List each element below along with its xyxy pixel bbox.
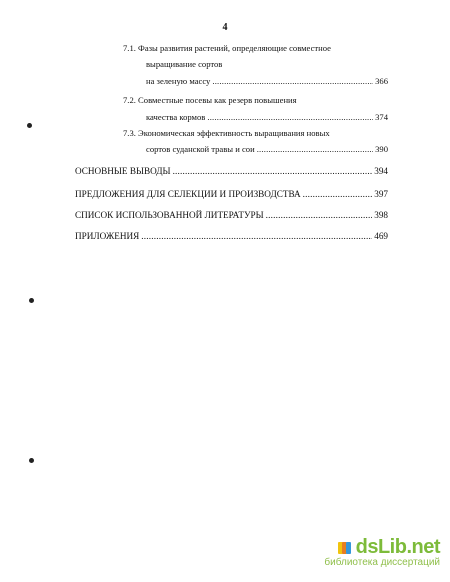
toc-entry-text: выращивание сортов <box>146 59 223 69</box>
toc-entry-text: ПРИЛОЖЕНИЯ <box>75 231 140 241</box>
toc-entry-7-2-line-1 <box>123 95 297 106</box>
binder-hole-mark <box>29 298 34 303</box>
toc-entry-conclusions <box>75 166 388 177</box>
toc-entry-7-1-line-1 <box>123 43 331 54</box>
toc-entry-7-3-line-1 <box>123 128 330 139</box>
toc-entry-text: 7.1. Фазы развития растений, определяющие совместное <box>123 43 331 53</box>
dot-leader <box>257 144 373 155</box>
dot-leader <box>266 210 373 221</box>
toc-page-number: 398 <box>374 210 388 220</box>
toc-page-number: 394 <box>374 166 388 176</box>
dot-leader <box>141 231 372 242</box>
toc-entry-references <box>75 210 388 221</box>
toc-page-number: 366 <box>375 76 388 86</box>
toc-page-number: 469 <box>374 231 388 241</box>
toc-entry-text: СПИСОК ИСПОЛЬЗОВАННОЙ ЛИТЕРАТУРЫ <box>75 210 264 220</box>
watermark-tagline: библиотека диссертаций <box>324 557 440 568</box>
dot-leader <box>212 76 373 87</box>
dot-leader <box>303 189 373 200</box>
toc-entry-text: сортов суданской травы и сои <box>146 144 255 154</box>
binder-hole-mark <box>27 123 32 128</box>
page-number: 4 <box>222 22 228 33</box>
toc-entry-7-3-line-2 <box>146 144 388 155</box>
toc-entry-text: качества кормов <box>146 112 206 122</box>
toc-entry-text: на зеленую массу <box>146 76 211 86</box>
watermark <box>324 536 440 568</box>
toc-entry-7-1-line-2 <box>146 59 222 70</box>
toc-entry-appendices <box>75 231 388 242</box>
toc-page-number: 397 <box>374 189 388 199</box>
toc-entry-text: 7.3. Экономическая эффективность выращивания новых <box>123 128 330 138</box>
toc-entry-proposals <box>75 189 388 200</box>
toc-page-number: 390 <box>375 144 388 154</box>
toc-entry-7-1-line-3 <box>146 76 388 87</box>
toc-entry-text: ПРЕДЛОЖЕНИЯ ДЛЯ СЕЛЕКЦИИ И ПРОИЗВОДСТВА <box>75 189 301 199</box>
toc-entry-text: ОСНОВНЫЕ ВЫВОДЫ <box>75 166 171 176</box>
dot-leader <box>207 112 373 123</box>
toc-entry-7-2-line-2 <box>146 112 388 123</box>
watermark-brand: dsLib.net <box>355 536 440 558</box>
toc-entry-text: 7.2. Совместные посевы как резерв повышения <box>123 95 297 105</box>
binder-hole-mark <box>29 458 34 463</box>
dslib-logo-icon <box>338 542 352 554</box>
toc-page-number: 374 <box>375 112 388 122</box>
dot-leader <box>173 166 373 177</box>
